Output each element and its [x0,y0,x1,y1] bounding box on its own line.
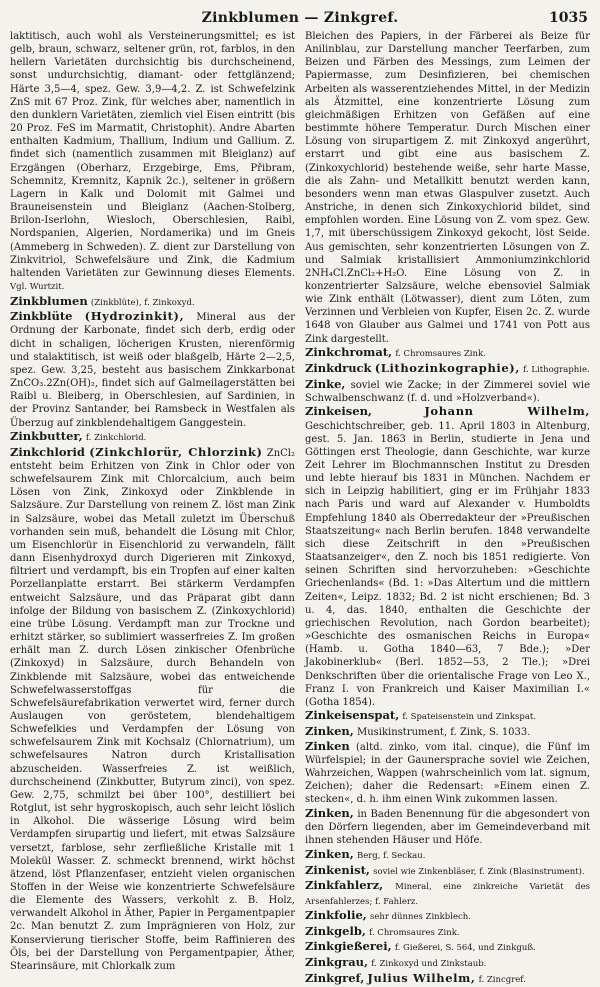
entry-text: Mineral aus der Ordnung der Karbonate, findet sich derb, erdig oder dicht in schaligen, löcherigen Krusten, nierenförmig und stalaktitisch, ist weiß oder blaßgelb, Härte 2—2,5, spez. Gew. 3,25, besteht aus basischem Zinkkarbonat ZnCO₃.2Zn(OH)₂, findet sich auf Galmeilagerstätten bei Raibl u. Bleiberg, in Oberschlesien, auf Sardinien, in der Provinz Santander, bei Ramsbeck in Westfalen als Überzug auf zinkblendehaltigem Ganggestein. [10,312,295,429]
dictionary-entry [10,295,295,310]
entry-headword: Zinkenist, [305,862,370,877]
entry-continuation [10,30,295,294]
dictionary-entry [305,940,590,955]
entry-text: soviel wie Zacke; in der Zimmerei soviel wie Schwalbenschwanz (f. d. und »Holzverband«). [305,379,590,404]
entry-headword: Zinkgrau, [305,955,369,970]
entry-headword: Zinken, [305,847,354,862]
dictionary-entry [305,909,590,924]
dictionary-entry [305,725,590,739]
dictionary-entry [10,310,295,429]
entry-headword: Zinkchromat, [305,345,393,360]
dictionary-entry [305,972,590,987]
entry-text: Bleichen des Papiers, in der Färberei als Beize für Anilinblau, zur Darstellung mancher Teerfarben, zum Beizen und Färben des Messings, zum Leimen der Papiermasse, zum Desinfizieren, bei chemischen Arbeiten als wasserentziehendes Mittel, in der Medizin als Ätzmittel, eine konzentrierte Lösung zum gleichmäßigen Erhitzen von Gefäßen auf eine bestimmte höhere Temperatur. Durch Mischen einer Lösung von sirupartigem Z. mit Zinkoxyd angerührt, erstarrt und gibt eine aus basischem Z. (Zinkoxychlorid) bestehende weiße, sehr harte Masse, die als Zahn- und Metallkitt benutzt werden kann, besonders wenn man etwas Glaspulver zusetzt. Auch Anstriche, in denen sich Zinkoxychlorid bildet, sind empfohlen worden. Eine Lösung von Z. vom spez. Gew. 1,7, mit überschüssigem Zinkoxyd gekocht, löst Seide. Aus gemischten, sehr konzentrierten Lösungen von Z. und Salmiak kristallisiert Ammoniumzinkchlorid 2NH₄Cl.ZnCl₂+H₂O. Eine Lösung von Z. in konzentrierter Salzsäure, welche ebensoviel Salmiak wie Zink enthält (Lötwasser), dient zum Löten, zum Verzinnen und Verbleien von Kupfer, Eisen 2c. Z. wurde 1648 von Glauber aus Galmei und 1741 von Pott aus Zink dargestellt. [305,31,590,345]
entry-text: soviel wie Zinkenbläser, f. Zink (Blasinstrument). [373,866,585,877]
entry-text: f. Zinkchlorid. [85,433,147,444]
entry-text: sehr dünnes Zinkblech. [369,912,471,923]
entry-subhead: Johann Wilhelm, [424,404,590,419]
entry-text: f. Spateisenstein und Zinkspat. [402,712,537,723]
entry-text: in Baden Benennung für die abgesondert von den Dörfern liegenden, aber im Gemeindeverband mit ihnen stehenden Häuser und Höfe. [305,809,590,847]
entry-text: f. Zincgref. [478,974,526,985]
dictionary-entry [305,879,590,908]
entry-headword: Zinkblüte [10,309,73,324]
entry-text: ZnCl₂ entsteht beim Erhitzen von Zink in Chlor oder von schwefelsaurem Zink mit Chlorcalcium, auch beim Lösen von Zink, Zinkoxyd oder Zinkblende in Salzsäure. Zur Darstellung von reinem Z. löst man Zink in Salzsäure, wobei das Metall zuletzt im Überschuß vorhanden sein muß, behandelt die Lösung mit Chlor, um Eisenchlorür in Eisenchlorid zu verwandeln, fällt dann Eisenhydroxyd durch Digerieren mit Zinkoxyd, filtriert und verdampft, bis ein Tropfen auf einer kalten Porzellanplatte erstarrt. Bei stärkerm Verdampfen entweicht Salzsäure, und das Präparat gibt dann infolge der Bildung von basischem Z. (Zinkoxychlorid) eine trübe Lösung. Verdampft man zur Trockne und erhitzt stärker, so sublimiert wasserfreies Z. Im großen erhält man Z. durch Lösen zinkischer Ofenbrüche (Zinkoxyd) in Salzsäure, durch Behandeln von Zinkblende mit Salzsäure, wobei das entweichende Schwefelwasserstoffgas für die Schwefelsäurefabrikation verwertet wird, ferner durch Auslaugen von geröstetem, blendehaltigem Schwefelkies und Verdampfen der Lösung von schwefelsaurem Zink mit Kochsalz (Chlornatrium), um schwefelsaures Natron durch Kristallisation abzuscheiden. Wasserfreies Z. ist weißlich, durchscheinend (Zinkbutter, Butyrum zinci), von spez. Gew. 2,75, schmilzt bei über 100°, destilliert bei Rotglut, ist sehr hygroskopisch, auch sehr leicht löslich in Alkohol. Die wässerige Lösung wird beim Verdampfen sirupartig und liefert, mit etwas Salzsäure versetzt, farblose, sehr zerfließliche Kristalle mit 1 Molekül Wasser. Z. schmeckt brennend, wirkt höchst ätzend, löst Pflanzenfaser, entzieht vielen organischen Stoffen in der Weise wie konzentrierte Schwefelsäure die Elemente des Wassers, verkohlt z. B. Holz, verwandelt Alkohol in Äther, Papier in Pergamentpapier 2c. Man benutzt Z. zum Imprägnieren von Holz, zur Konservierung tierischer Stoffe, beim Raffinieren des Öls, bei der Darstellung von Pergamentpapier, Äther, Stearinsäure, mit Chlorkalk zum [10,447,295,972]
dictionary-entry [305,925,590,940]
dictionary-entry [10,446,295,973]
entry-text: f. Zinkoxyd und Zinkstaub. [371,959,487,970]
entry-headword: Zinken [305,738,350,753]
dictionary-entry [305,740,590,807]
text-columns [10,30,590,985]
entry-text: (altd. zinko, vom ital. cinque), die Fünf im Würfelspiel; in der Gaunersprache soviel wie Zeichen, Wahrzeichen, Wappen (wahrscheinlich vom lat. signum, Zeichen); daher die Redensart: »Einem einen Z. stecken«, d. h. ihm einen Wink zukommen lassen. [305,741,590,806]
entry-headword: Zinkfolie, [305,908,367,923]
left-column [10,30,295,972]
entry-text: Berg, f. Seckau. [356,851,426,862]
entry-subhead: (Lithozinkographie), [374,360,520,375]
entry-headword: Zinkfahlerz, [305,878,384,893]
page-header [10,8,590,30]
dictionary-entry [305,405,590,709]
entry-subhead: Julius Wilhelm, [367,970,476,985]
entry-text: laktitisch, auch wohl als Versteinerungsmittel; es ist gelb, braun, schwarz, seltener grün, rot, farblos, in den hellern Varietäten durchsichtig bis durchscheinend, sonst undurchsichtig, diamant- oder fettglänzend; Härte 3,5—4, spez. Gew. 3,9—4,2. Z. ist Schwefelzink ZnS mit 67 Proz. Zink, für welches aber, namentlich in den dunklern Varietäten, ziemlich viel Eisen eintritt (bis 20 Proz. FeS im Marmatit, Christophit). Andre Abarten enthalten Kadmium, Thallium, Indium und Gallium. Z. findet sich (namentlich zusammen mit Bleiglanz) auf Erzgängen (Oberharz, Erzgebirge, Ems, Přibram, Schemnitz, Kremnitz, Kapnik 2c.), seltener in größern Lagern in Kalk und Dolomit mit Galmei und Brauneisenstein und Bleiglanz (Aachen-Stolberg, Brilon-Iserlohn, Wiesloch, Oberschlesien, Raibl, Nordspanien, Algerien, Nordamerika) und im Gneis (Ammeberg in Schweden). Z. dient zur Darstellung von Zinkvitriol, Schwefelsäure und Zink, die Kadmium haltenden Varietäten zur Gewinnung dieses Elements. [10,31,295,279]
dictionary-entry [305,848,590,863]
entry-text: Mineral, eine zinkreiche Varietät des Arsenfahlerzes; f. Fahlerz. [305,882,590,907]
entry-text: (Zinkblüte), f. Zinkoxyd. [90,297,195,308]
dictionary-entry [305,864,590,879]
entry-headword: Zinke, [305,376,346,391]
entry-text: Geschichtschreiber, geb. 11. April 1803 in Altenburg, gest. 5. Jan. 1863 in Berlin, studierte in Jena und Göttingen erst Theologie, dann Geschichte, war kurze Zeit Lehrer im Blochmannschen Institut zu Dresden und lebte hierauf bis 1831 in München. Nachdem er sich in Leipzig habilitiert, ging er im Frühjahr 1833 nach Paris und ward auf Alexander v. Humboldts Empfehlung 1840 als Oberredakteur der »Preußischen Staatszeitung« nach Berlin berufen. 1848 verwandelte sich diese Zeitschrift in den »Preußischen Staatsanzeiger«, den Z. noch bis 1851 redigierte. Von seinen Schriften sind hervorzuheben: »Geschichte Griechenlands« (Bd. 1: »Das Altertum und die mittlern Zeiten«, Leipz. 1832; Bd. 2 ist nicht erschienen; Bd. 3 u. 4, das. 1840, enthalten die Geschichte der griechischen Revolution, nach Gordon bearbeitet); »Geschichte des osmanischen Reichs in Europa« (Hamb. u. Gotha 1840—63, 7 Bde.); »Der Jakobinerklub« (Berl. 1852—53, 2 Tle.); »Drei Denkschriften über die orientalische Frage von Leo X., Franz I. von Frankreich und Kaiser Maximilian I.« (Gotha 1854). [305,420,590,708]
right-column [305,30,590,985]
dictionary-entry [10,430,295,445]
entry-reference-note: Vgl. Wurtzit. [10,281,65,292]
entry-headword: Zinkgref, [305,970,365,985]
entry-text: f. Chromsaures Zink. [395,349,486,360]
entry-subhead: (Hydrozinkit), [84,309,185,324]
entry-text: f. Chromsaures Zink. [369,927,460,938]
dictionary-entry [305,346,590,361]
entry-headword: Zinkeisenspat, [305,708,400,723]
entry-continuation [305,30,590,346]
entry-headword: Zinkblumen [10,293,88,308]
entry-subhead: (Zinkchlorür, Chlorzink) [89,444,263,459]
entry-headword: Zinkchlorid [10,444,85,459]
entry-headword: Zinkbutter, [10,429,83,444]
dictionary-entry [305,709,590,724]
entry-headword: Zinkgelb, [305,923,366,938]
entry-text: f. Gießerei, S. 564, und Zinkguß. [394,943,536,954]
entry-text: f. Lithographie. [523,364,590,375]
running-head: Zinkblumen — Zinkgref. [201,10,399,26]
entry-headword: Zinkeisen, [305,404,372,419]
entry-headword: Zinken, [305,724,354,739]
dictionary-entry [305,362,590,377]
entry-text: Musikinstrument, f. Zink, S. 1033. [356,727,531,739]
entry-headword: Zinken, [305,806,354,821]
dictionary-entry [305,378,590,405]
entry-headword: Zinkdruck [305,360,372,375]
dictionary-entry [305,956,590,971]
dictionary-entry [305,807,590,847]
entry-headword: Zinkgießerei, [305,939,392,954]
page-number: 1035 [549,10,588,26]
